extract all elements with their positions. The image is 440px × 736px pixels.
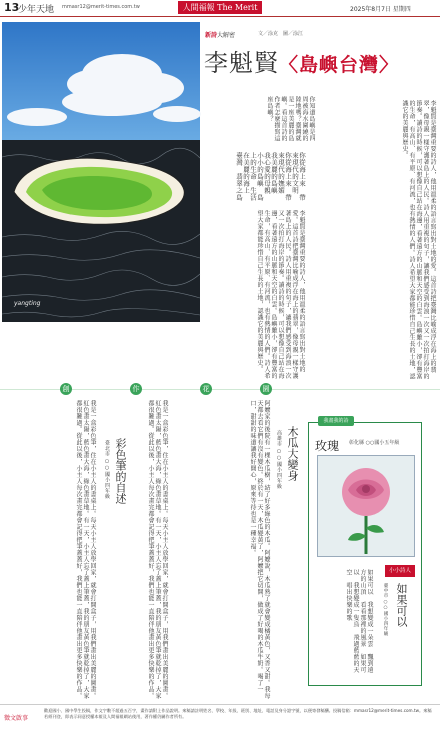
page-footer — [0, 704, 440, 736]
story2-author — [272, 430, 282, 550]
poem-body — [313, 569, 373, 679]
rose-title: 玫瑰 — [315, 439, 340, 453]
page-header — [0, 0, 440, 25]
story2-text-body: 阿嬤家的後院有一棵木瓜樹，結了好多綠色的木瓜。阿嬤說，木瓜熟了就會變成橘黃色，又香又甜。我每天都去看它們有沒有變色。終於有一天，木瓜變黃了，阿嬤把它切開，做成了好喝的木瓜牛奶。喝了一口，甜甜的味道讓我好開心，原來等待也是一種幸福。 — [249, 400, 270, 699]
footer-fine-print: 歡迎國小、國中學生投稿，作文字數不超過五百字，畫作請附上作品說明。來稿請註明姓名、學校、年級、班別、地址、電話及身分證字號，以便寄發稿酬。投稿信箱：mmasr12@merit-times.com.tw。來稿若經刊登，即表示同意授權本報及人間福報網站使用，著作權仍屬作者所有。 — [44, 708, 432, 719]
rose-author: 彰化縣 ○○國小五年級 — [349, 440, 400, 446]
feature-title-sub: 〈島嶼台灣〉 — [279, 54, 400, 76]
poem-author — [377, 583, 389, 673]
feature-title-main: 李魁賢 — [204, 49, 279, 77]
story2-text — [172, 400, 270, 700]
island-painting — [2, 22, 200, 322]
island-painting-svg — [2, 22, 200, 322]
poem-author-text: 臺中市 ○○國小四年級 — [383, 583, 388, 636]
feature-body-text: 李魁賢是臺灣重要的詩人，他用溫柔的語言寫出對土地的愛。這首詩把臺灣比喻成浮在海上的翡翠，像母親一樣守護著島上的人民。詩人用重複的句子，讓我們感受到海浪一次又一次拍打海岸的節奏。讀詩的時候，可以想像自己站在海邊，看著遠方的山脈和天空的白雲。島嶼雖小，卻有豐富的生命，有高山、有平原、有河流，也有熱情的人們。詩人希望大家都能珍惜自己生長的土地，認識它的美麗與歷史。 — [401, 100, 436, 380]
drawing-poem-box — [308, 422, 422, 686]
story1-text-continued: 我是一盒彩色筆，住在小主人的書桌上。每天小主人放學回家，就會打開盒子，用我們畫出美麗的圖畫。紅色畫太陽，藍色畫大海，綠色畫草地。有一天，小主人忘了蓋上筆蓋，我的朋友黃色筆就乾掉了，大家都很難過。從此以後，小主人每次畫完都會記得把筆蓋蓋好，我們也能一直陪伴他畫出更多快樂的作品。 — [147, 400, 168, 699]
feature-body-text-continued: 李魁賢是臺灣重要的詩人，他用溫柔的語言寫出對土地的愛。這首詩把臺灣比喻成浮在海上的翡翠，像母親一樣守護著島上的人民。詩人用重複的句子，讓我們感受到海浪一次又一次拍打海岸的節奏。讀詩的時候，可以想像自己站在海邊，看著遠方的山脈和天空的白雲。島嶼雖小，卻有豐富的生命，有高山、有平原、有河流，也有熱情的人們。詩人希望大家都能珍惜自己生長的土地，認識它的美麗與歷史。 — [256, 210, 305, 379]
story1-text: 我是一盒彩色筆，住在小主人的書桌上。每天小主人放學回家，就會打開盒子，用我們畫出美麗的圖畫。紅色畫太陽，藍色畫大海，綠色畫草地。有一天，小主人忘了蓋上筆蓋，我的朋友黃色筆就乾掉了，大家都很難過。從此以後，小主人每次畫完都會記得把筆蓋蓋好，我們也能一直陪伴他畫出更多快樂的作品。 — [75, 400, 96, 699]
story2-title: 木瓜大變身 — [286, 426, 299, 481]
intro-questions-text: 你知道島嶼是四周被海水圍繞的陸地嗎？臺灣就是一座美麗的島嶼。看這首詩的作者怎麼描寫這座島嶼？ — [266, 96, 315, 142]
feature-poem — [210, 152, 305, 204]
story1-author — [100, 440, 110, 560]
story1-title: 彩色筆的自述 — [114, 438, 127, 504]
story1-author-text: 臺北市 ○○國小四年級 — [104, 440, 110, 500]
marker-3: 花 — [200, 383, 212, 395]
feature-body-right — [308, 100, 436, 380]
newspaper-logo: 人間福報 The Merit Times — [178, 1, 262, 14]
story1-text-right — [128, 400, 168, 700]
section-email[interactable]: mmasr12@merit-times.com.tw — [62, 4, 140, 10]
marker-2: 作 — [130, 383, 142, 395]
poem-title: 如果可以 — [395, 583, 408, 627]
feature-title — [204, 43, 399, 78]
series-label: 小小詩人 — [385, 565, 415, 577]
kicker-text: 大解密 — [217, 32, 236, 39]
rose-drawing — [317, 455, 415, 557]
feature-body-left — [205, 210, 305, 380]
rose-drawing-svg — [318, 456, 414, 556]
drawing-poem-tag: 我畫我的詩 — [318, 416, 354, 426]
feature-credit: 文／涂克 圖／涂江 — [258, 31, 304, 37]
feature-poem-text: 你從海上來 帶來現代的文明 你從海上來 帶來現代的嫵媚 我美麗的島嶼 我心愛的母親 小小的島嶼 島上的生命 生活在美麗的海上 臺灣 翡翠之島 — [235, 152, 306, 201]
story1-text-left — [4, 400, 96, 700]
marker-4: 園 — [260, 383, 272, 395]
section-name: 少年天地 — [18, 5, 55, 15]
issue-date: 2025年8月7日 星期四 — [350, 6, 411, 13]
marker-1: 創 — [60, 383, 72, 395]
feature-kicker — [205, 30, 235, 39]
page-number: 13 — [4, 1, 20, 14]
artist-signature: yangting — [14, 300, 41, 307]
kicker-badge: 新詩 — [205, 32, 218, 39]
story2-author-text: 高雄市 ○○國小四年級 — [276, 430, 282, 490]
poem-body-text: 如果可以 我想變成一朵雲 飄到遠方的山頂 看看那裡的風景 如果可以 我想變成一隻鳥 飛過藍藍的天空 唱出快樂的歌 — [345, 569, 373, 673]
call-for-submissions-logo: 徵文啟事 — [4, 715, 29, 722]
intro-questions — [215, 96, 315, 144]
